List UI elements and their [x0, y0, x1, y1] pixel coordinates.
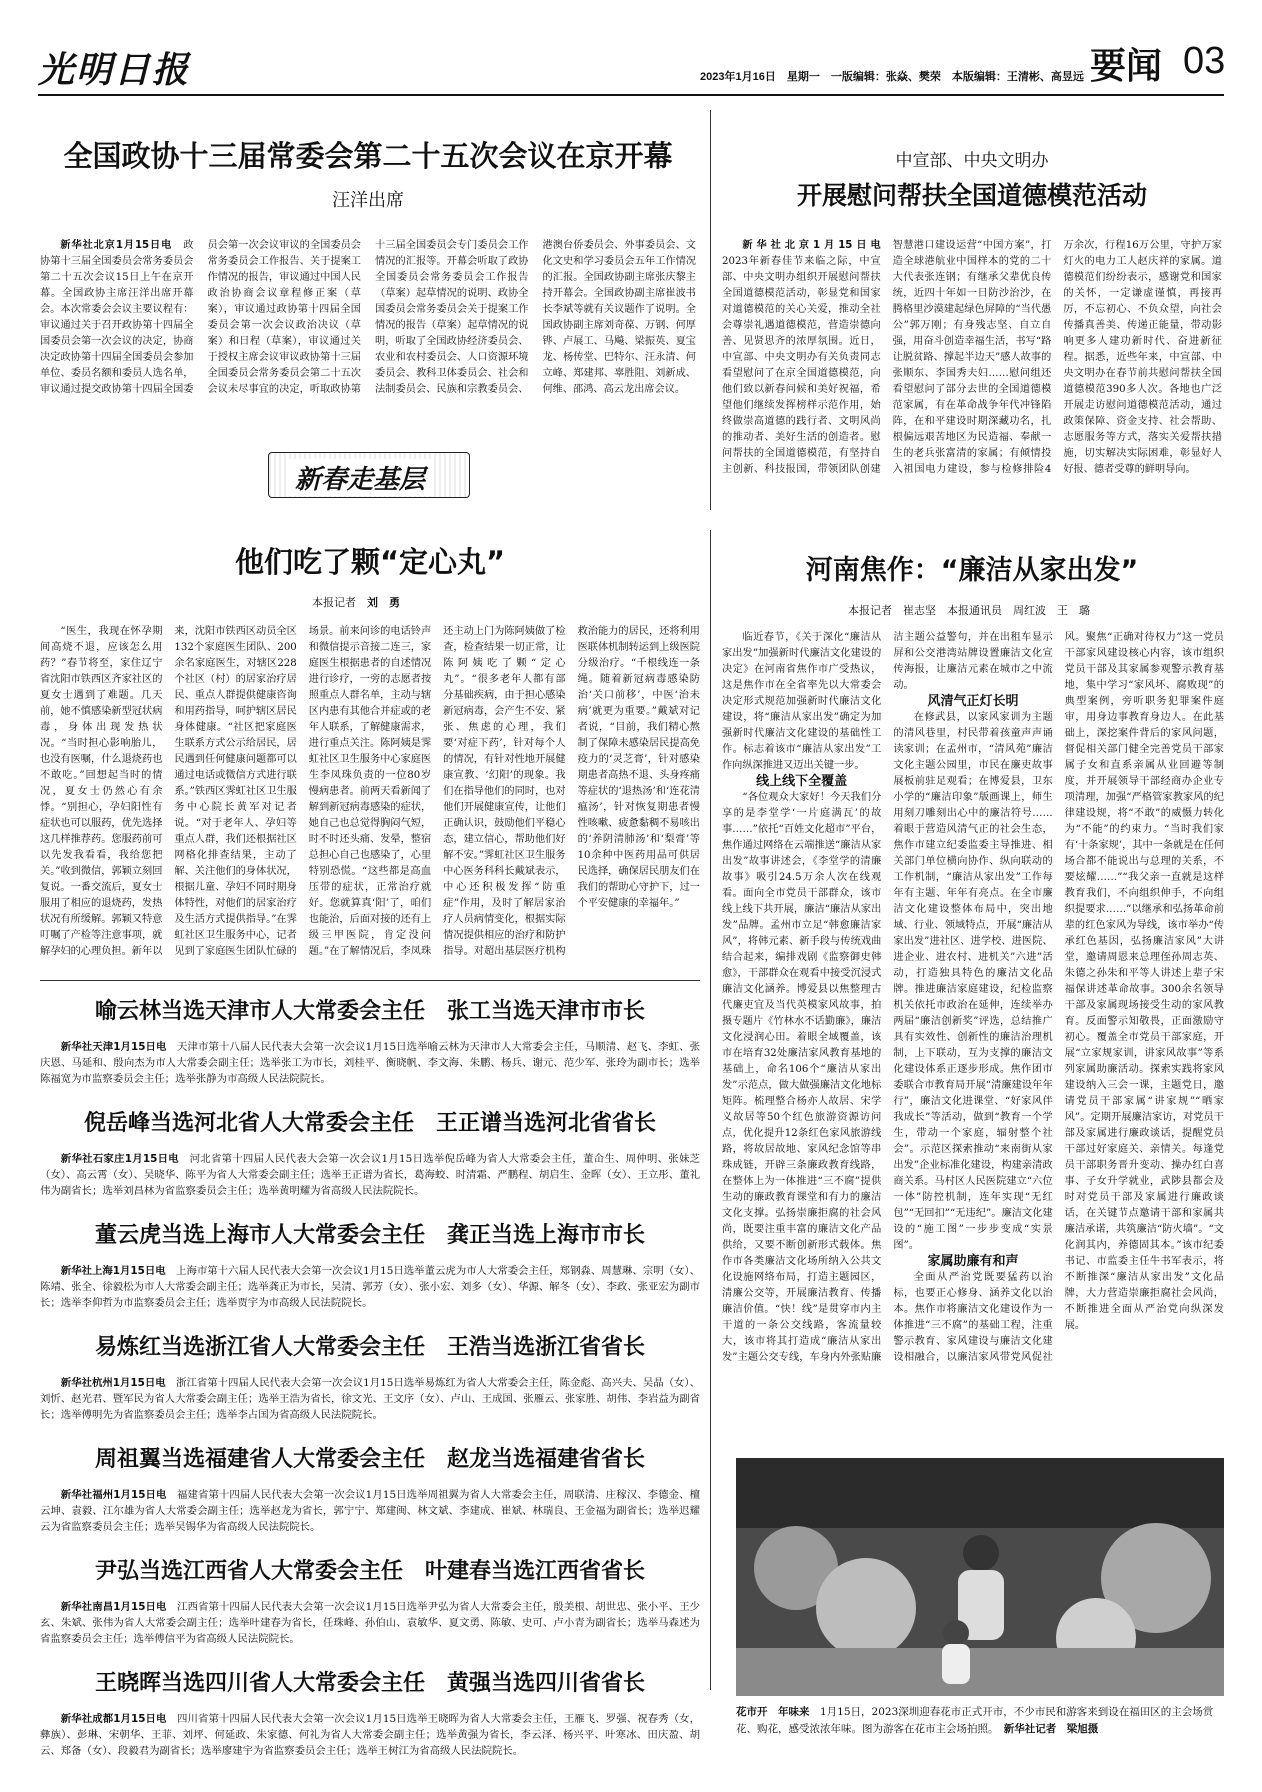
election-dateline: 新华社杭州1月15日电	[60, 1377, 166, 1389]
feature-badge	[268, 452, 470, 498]
article4-subhead-1: 线上线下全覆盖	[756, 774, 848, 789]
author-name: 刘 勇	[367, 596, 400, 609]
election-title: 喻云林当选天津市人大常委会主任 张工当选天津市市长	[94, 999, 645, 1024]
election-title: 王晓晖当选四川省人大常委会主任 黄强当选四川省省长	[94, 1671, 645, 1696]
election-body: 福建省第十四届人民代表大会第一次会议1月15日选举周祖翼为省人大常委会主任，周联清、庄稼汉、李德金、檀云坤、袁毅、江尔雄为省人大常委会副主任；选举赵龙为省长，郭宁宁、郑建闽、林文斌、李建成、崔斌、林瑞良、王金福为副省长；选举迟耀云为省监察委员会主任；选举吴锡华为省高级人民法院院长。	[40, 1489, 700, 1533]
election-body: 上海市第十六届人民代表大会第一次会议1月15日选举董云虎为市人大常委会主任，郑钢淼、周慧琳、宗明（女）、陈靖、张全、徐毅松为市人大常委会副主任；选举龚正为市长，吴清、郭芳（女）、张小宏、刘多（女）、华源、解冬（女）、李政、张亚宏为副市长；选举李仰哲为市监察委员会主任；选举贾宇为市高级人民法院院长。	[40, 1265, 700, 1309]
election-dateline: 新华社成都1月15日电	[60, 1713, 167, 1725]
article4-title: 河南焦作：“廉洁从家出发”	[805, 555, 1139, 586]
election-item	[40, 1218, 700, 1324]
election-item	[40, 994, 700, 1100]
article3-text: “医生，我现在怀孕期间高烧不退，应该怎么用药？”春节将至，家住辽宁省沈阳市铁西区齐家社区的夏女士遇到了难题。几天前，她不慎感染新型冠状病毒，身体出现发热状况。“当时担心影响胎儿，也没有医嘱，什么退烧药也不敢吃。”回想起当时的情况，夏女士仍然心有余悸。“别担心，孕妇阳性有症状也可以服药，优先选择这几样推荐药。您服药前可以先发我看看，我给您把关。”收到微信，郭颖立刻回复说。一番交流后，夏女士服用了相应的退烧药，发热状况有所缓解。郭颖又特意叮嘱了产检等注意事项，就解孕妇的心理负担。新年以来，沈阳市铁西区动员全区132个家庭医生团队、200余名家庭医生，对辖区228个社区（村）的居家治疗居民、重点人群提供健康咨询和用药指导，呵护辖区居民身体健康。“社区把家庭医生联系方式公示给居民，居民遇到任何健康问题都可以通过电话或微信方式进行联系。”铁西区霁虹社区卫生服务中心院长黄军对记者说。“对于老年人、孕妇等重点人群，我们还根据社区网格化排查结果，主动了解、关注他们的身体状况，根据儿童、孕妇不同时期身体特性，对他们的居家治疗及生活方式提供指导。”在霁虹社区卫生服务中心，记者见到了家庭医生团队忙碌的场景。前来问诊的电话铃声和微信提示音接二连三，家庭医生根据患者的自述情况进行诊疗，一旁的志愿者按照重点人群名单，主动与辖区内患有其他合并症或的老年人联系，了解健康需求，进行重点关注。陈阿姨是霁虹社区卫生服务中心家庭医生李凤珠负责的一位80岁慢病患者。前两天看新闻了解到新冠病毒感染的症状，她自己也总觉得胸闷气短，时不时还头痛、发晕，整宿总担心自己也感染了，心里特别恐慌。“这些都是高血压带的症状，正常治疗就好。您就算真‘阳’了，咱们也能治，后面对接的还有上级三甲医院，肯定没问题。”在了解情况后，李凤珠还主动上门为陈阿姨做了检查，检查结果一切正常，让陈阿姨吃了颗“定心丸”。“很多老年人都有部分基础疾病，由于担心感染新冠病毒，会产生不安、紧张、焦虑的心理，我们要‘对症下药’，针对每个人的情况，有针对性地开展健康宣教、‘幻阳’的现象。我们在指导他们的同时，也对他们开展健康宣传，让他们正确认识，鼓励他们平稳心态，建立信心，帮助他们好解不安。”霁虹社区卫生服务中心医务科科长戴斌表示，中心还积极发挥“防重症”作用，及时了解居家治疗人员病情变化，根据实际情况提供相应的治疗和防护指导。对超出基层医疗机构救治能力的居民，还将利用医联体机制转运到上级医院分级治疗。“千根线连一条绳。随着新冠病毒感染防治‘关口前移’，中医‘治未病’就更为重要。”戴斌对记者说，“目前，我们精心熬制了保障未感染居民提高免疫力的‘灵芝膏’，针对感染期患者高热不退、头身疼痛等症状的‘退热汤’和‘连花清瘟汤’，针对恢复期患者慢性咳嗽、疲惫黏稠不易咳出的‘养阴清肺汤’和‘梨膏’等10余种中医药用品可供居民选择，确保居民朋友们在我们的帮助心守护下，过一个平安健康的幸福年。”	[40, 626, 700, 957]
caption-text: 1月15日，2023深圳迎春花市正式开市，不少市民和游客来到设在福田区的主会场赏花、购花，感受浓浓年味。图为游客在花市主会场拍照。	[736, 1706, 1214, 1735]
election-body: 河北省第十四届人民代表大会第一次会议1月15日选举倪岳峰为省人大常委会主任，董仚生、周仲明、张妹芝（女）、高云霄（女）、吴晓华、陈平为省人大常委会副主任；选举王正谱为省长，葛海蛟、时清霜、严鹏程、胡启生、金晖（女）、王立彤、董礼伟为副省长；选举刘昌林为省监察委员会主任；选举黄明耀为省高级人民法院院长。	[40, 1153, 701, 1197]
election-title: 倪岳峰当选河北省人大常委会主任 王正谱当选河北省省长	[83, 1111, 656, 1136]
article3-title: 他们吃了颗“定心丸”	[234, 545, 506, 579]
news-photo-image	[736, 1458, 1224, 1696]
article4-section-2: 在修武县，以家风家训为主题的清风巷里，村民带着孩童声声诵读家训；在孟州市，“清风苑”廉洁文化主题公园里，市民在廉吏故事展板前驻足观看；在博爱县，卫东小学的“廉洁印象”版画课上，师生用刻刀雕刻出心中的廉洁符号……着眼于营造风清气正的社会生态，焦作市建立纪委监委主导推进、相关部门单位横向协作、纵向联动的工作机制，“廉洁从家出发”工作每年有主题、年年有亮点。在全市廉洁文化建设整体布局中，突出地域、行业、领域特点，开展“廉洁从家出发”进社区、进学校、进医院、进企业、进农村、进机关”六进”活动，打造独具特色的廉洁文化品牌。推进廉洁家庭建设，纪检监察机关依托市政治在延伸，连续举办两届“廉洁创新奖”评选，总结推广具有实效性、创新性的廉洁治理机制，上下联动，互为支撑的廉洁文化建设体系正逐步形成。焦作团市委联合市教育局开展“清廉建设年年行”，廉洁文化进课堂、“好家风伴我成长”等活动，做到“教育一个学生，带动一个家庭，辐射整个社会”。示范区探索推动“来南街从家出发”企业标准化建设，构建亲清政商关系。马村区人民医院建立“六位一体”防控机制，连年实现“无红包”“无回扣”“无违纪”。廉洁文化建设的“施工图”一步步变成“实景图”。	[893, 712, 1053, 1251]
masthead-rule	[38, 94, 1224, 96]
election-body: 四川省第十四届人民代表大会第一次会议1月15日选举王晓晖为省人大常委会主任，王雁飞、罗强、祝春秀（女，彝族）、彭琳、宋朝华、王菲、刘坪、何延政、朱家德、何礼为省人大常委会副主任；选举黄强为省长，李云泽、杨兴平、叶寒冰、田庆盈、胡云、郑备（女）、段毅君为副省长；选举廖建宇为省监察委员会主任；选举王树江为省高级人民法院院长。	[40, 1713, 700, 1757]
section-rule	[40, 980, 700, 981]
election-dateline: 新华社天津1月15日电	[60, 1041, 167, 1053]
election-title: 尹弘当选江西省人大常委会主任 叶建春当选江西省省长	[94, 1559, 645, 1584]
article1-text: 政协第十三届全国委员会常务委员会第二十五次会议15日上午在京开幕。全国政协主席汪洋出席开幕会。本次常委会会议主要议程有：审议通过关于召开政协第十四届全国委员会第一次会议的决定，协商决定政协第十四届全国委员会参加单位、委员名额和委员人选名单，审议通过提交政协第十四届全国委员会第一次会议审议的全国委员会常务委员会工作报告、关于提案工作情况的报告，审议通过中国人民政治协商会议章程修正案（草案），审议通过政协第十四届全国委员会第一次会议政治决议（草案）和日程（草案），审议通过关于授权主席会议审议政协第十三届全国委员会常务委员会第二十五次会议未尽事宜的决定，听取政协第十三届全国委员会专门委员会工作情况的汇报等。开幕会听取了政协全国委员会常务委员会工作报告（草案）起草情况的说明、政协全国委员会常务委员会关于提案工作情况的报告（草案）起草情况的说明，听取了全国政协经济委员会、农业和农村委员会、人口资源环境委员会、教科卫体委员会、社会和法制委员会、民族和宗教委员会、港澳台侨委员会、外事委员会、文化文史和学习委员会五年工作情况的汇报。全国政协副主席张庆黎主持开幕会。全国政协副主席崔波书长李斌等就有关议题作了说明。全国政协副主席刘奇葆、万钢、何厚铧、卢展工、马飚、梁振英、夏宝龙、杨传堂、巴特尔、汪永清、何立峰、郑建邦、辜胜阻、刘新成、何维、邵鸿、高云龙出席会议。	[40, 240, 696, 395]
election-item	[40, 1442, 700, 1548]
caption-title: 花市开 年味来	[736, 1706, 810, 1718]
byline-label: 本报记者	[312, 596, 356, 609]
article2-title: 开展慰问帮扶全国道德模范活动	[796, 181, 1147, 210]
article1-subtitle: 汪洋出席	[332, 190, 404, 211]
newspaper-logo: 光明日报	[38, 49, 191, 91]
election-item	[40, 1106, 700, 1212]
section-name: 要闻	[1090, 45, 1163, 87]
election-dateline: 新华社上海1月15日电	[60, 1265, 166, 1277]
article2-kicker: 中宣部、中央文明办	[895, 151, 1049, 171]
feature-badge-label: 新春走基层	[289, 459, 431, 496]
article4-intro: 临近春节，《关于深化“廉洁从家出发”加强新时代廉洁文化建设的决定》在河南省焦作市广受热议，这是焦作市在全省率先以大常委会决定形式规范加强新时代廉洁文化建设，将“廉洁从家出发”确定为加强新时代廉洁文化建设的基础性工作。标志着该市“廉洁从家出发”工作向纵深推进又迈出关键一步。	[722, 632, 882, 771]
election-body: 江西省第十四届人民代表大会第一次会议1月15日选举尹弘为省人大常委会主任，殷美根、胡世忠、张小平、王少玄、朱斌、张伟为省人大常委会副主任；选举叶建春为省长，任珠峰、孙伯山、袁敏华、夏文勇、陈敏、史可、卢小青为副省长；选举马森述为省监察委员会主任；选举傅信平为省高级人民法院院长。	[40, 1601, 700, 1645]
article4-section-1: “各位观众大家好！今天我们分享的是李堂学‘一片庭满瓦’的故事……”依托“百姓文化超市”平台，焦作通过网络在云端推送“廉洁从家出发”故事讲述会，《李堂学的清廉故事》吸引24.5万余人次在线观看。面向全市党员干部群众，该市线上线下共开展，廉洁“廉洁从家出发”品牌。孟州市立足“韩愈廉洁家风”，将韩元素、新手段与传统戏曲结合起来，编排戏剧《监察御史韩愈》，干部群众在观看中接受沉浸式廉洁文化涵养。博爱县以焦整理古代廉吏宜及当代英模家风故事，拍摄专题片《竹林水不话勤廉》，廉洁文化浸润心田。着眼全域覆盖，该市在培育32处廉洁家风教育基地的基础上，命名106个“廉洁从家出发”示范点，做大做强廉洁文化地标矩阵。梳理整合杨亦人故居、宋学义故居等50个红色旅游资源访问点，优化提升12条红色家风旅游线路，将故居故地、家风纪念馆等串珠成链，开辟三条廉政教育线路，在整体上为一体推进“三不腐”提供生动的廉政教育课堂和有力的廉洁文化支撑。弘扬崇廉拒腐的社会风尚，既要注重丰富的廉洁文化产品供给，又要不断创新形式载体。焦作市各类廉洁文化场所纳入公共文化设施网络布局，打造主题园区，清廉公交等，开展廉洁教育、传播廉洁价值。“快！线”是贯穿市内主干道的一条公交线路，客流量较大，该市将其打造成“廉洁从家出发”主题公交专线，车身内外张贴廉洁主题公益警句，并在出租车显示屏和公交港湾站牌设置廉洁文化宣传海报，让廉洁元素在城市之中流动。	[722, 632, 1053, 1363]
article3-byline	[312, 594, 400, 610]
column-divider	[710, 530, 711, 1690]
election-dateline: 新华社南昌1月15日电	[60, 1601, 167, 1613]
article1-title: 全国政协十三届常委会第二十五次会议在京开幕	[63, 139, 673, 173]
news-photo	[736, 1458, 1224, 1696]
election-body: 浙江省第十四届人民代表大会第一次会议1月15日选举易炼红为省人大常委会主任，陈金彪、高兴夫、吴晶（女）、刘忻、赵光君、暨军民为省人大常委会副主任；选举王浩为省长，徐文光、王文序（女）、卢山、王成国、张雁云、张家胜、胡伟、李岩益为副省长；选举傅明先为省监察委员会主任；选举李占国为省高级人民法院院长。	[40, 1377, 700, 1421]
election-dateline: 新华社石家庄1月15日电	[60, 1153, 179, 1165]
election-body: 天津市第十八届人民代表大会第一次会议1月15日选举喻云林为天津市人大常委会主任，马顺清、赵飞、李虹、张庆恩、马延和、殷向杰为市人大常委会副主任；选举张工为市长，刘桂平、衡晓帆、李文海、朱鹏、杨兵、谢元、范少军、张玲为副市长；选举陈福宽为市监察委员会主任；选举张静为市高级人民法院院长。	[40, 1041, 700, 1085]
photo-credit: 新华社记者 梁旭摄	[1003, 1723, 1099, 1735]
election-title: 周祖翼当选福建省人大常委会主任 赵龙当选福建省省长	[94, 1447, 645, 1472]
issue-date-line: 2023年1月16日 星期一 一版编辑：张焱、樊荣 本版编辑：王清彬、高昱远	[700, 71, 1084, 83]
article2-body	[722, 238, 1222, 502]
photo-caption	[736, 1704, 1224, 1738]
article2-text: 2023年新春佳节来临之际，中宣部、中央文明办组织开展慰问帮扶全国道德模范活动，彰显党和国家对道德模范的关心关爱，推动全社会尊崇礼遇道德模范，营造崇德向善、见贤思齐的浓厚氛围。近日，中宣部、中央文明办有关负责同志看望慰问了在京全国道德模范，向他们致以新春问候和美好祝福，希望他们继续发挥榜样示范作用，始终做崇高道德的践行者、文明风尚的推动者、美好生活的创造者。慰问帮扶的全国道德模范，有坚持自主创新、科技报国，带领团队创建智慧港口建设运营“中国方案”，打造全球港航业中国样本的党的二十大代表张连钢；有继承父辈优良传统，近四十年如一日防沙治沙，在腾格里沙漠建起绿色屏障的“当代愚公”郭万刚；有身残志坚、自立自强，用奋斗创造幸福生活，书写“路让脱贫路、撑起半边天”感人故事的张顺东、李国秀夫妇……慰问组还看望慰问了部分去世的全国道德模范家属，有在革命战争年代冲锋陷阵，在和平建设时期深藏功名，扎根偏远艰苦地区为民造福、奉献一生的老兵张富清的家属；有倾情投入祖国电力建设，参与检修排险4万余次，行程16万公里，守护万家灯火的电力工人赵庆祥的家属。道德模范们纷纷表示，感谢党和国家的关怀，一定谦虚谨慎，再接再厉，不忘初心、不负众望，向社会传播真善美、传递正能量，带动影响更多人建功新时代、奋进新征程。据悉，近些年来，中宣部、中央文明办在春节前共慰问帮扶全国道德模范390多人次。各地也广泛开展走访慰问道德模范活动，通过政策保障、资金支持、社会帮助、志愿服务等方式，落实关爱帮扶措施，切实解决实际困难，彰显好人好报、德者受尊的鲜明导向。	[722, 240, 1222, 475]
article1-dateline: 新华社北京1月15日电	[60, 240, 173, 251]
article1-body	[40, 238, 696, 434]
article4-body	[722, 630, 1224, 1450]
article3-body	[40, 624, 700, 964]
election-title: 董云虎当选上海市人大常委会主任 龚正当选上海市市长	[94, 1223, 645, 1248]
article4-subhead-2: 风清气正灯长明	[927, 694, 1019, 709]
column-divider	[710, 110, 711, 510]
article4-byline: 本报记者 崔志坚 本报通讯员 周红波 王 璐	[848, 604, 1090, 617]
election-item	[40, 1330, 700, 1436]
page-number: 03	[1183, 40, 1226, 82]
article2-dateline: 新华社北京1月15日电	[742, 240, 881, 251]
election-title: 易炼红当选浙江省人大常委会主任 王浩当选浙江省省长	[94, 1335, 645, 1360]
article4-section-3: 全面从严治党既要猛药以治标，也要正心修身、涵养文化以治本。焦作市将廉洁文化建设作为一体推进“三不腐”的基础工程，注重警示教育、家风建设与廉洁文化建设相融合，以廉洁家风带党风促社风。聚焦“正确对待权力”这一党员干部家风建设核心内容，该市组织党员干部及其家属参观警示教育基地，集中学习“家风坏、腐败现”的典型案例，旁听职务犯罪案件庭审，用身边事教育身边人。在此基础上，深挖案件背后的家风问题，督促相关部门健全完善党员干部家属子女和直系亲属从业回避等制度，并开展领导干部经商办企业专项清理，加强“严格管家教家风的纪律建设规，将“不敢”的威慑力转化为“不能”的约束力。“当时我们家有‘十条家规’，其中一条就是在任何场合都不能说出与总理的关系，不要炫耀……”“我父亲一直就是这样教育我们，不向组织伸手，不向组织提要求……”以继承和弘扬革命前辈的红色家风为导线，该市举办“传承红色基因，弘扬廉洁家风”大讲堂，邀请周恩来总理侄孙周志英、朱德之孙朱和平等人讲述上辈子宋福保讲述革命故事。300余名领导干部及家属现场接受生动的家风教育。反面警示知敬畏，正面激励守初心。覆盖全市党员干部家庭，开展“立家规家训，讲家风故事”等系列家属助廉活动。探索实践将家风建设纳入三会一课，主题党日，邀请党员干部家属“讲家规”“晒家风”。定期开展廉洁家访，对党员干部及家属进行廉政谈话，提醒党员干部过好家庭关、亲情关。每逢党员干部职务晋升变动、操办红白喜事、子女升学就业，武陟县都会及时对党员干部及家属进行廉政谈话，在关键节点邀请干部和家属共廉洁承诺，共筑廉洁“防火墙”。“文化润其内，养德固其本。”该市纪委书记、市监委主任牛书军表示，将不断推深“廉洁从家出发”文化品牌，大力营造崇廉拒腐社会风尚，不断推进全面从严治党向纵深发展。	[893, 632, 1224, 1363]
election-item	[40, 1554, 700, 1660]
election-item	[40, 1666, 700, 1772]
election-dateline: 新华社福州1月15日电	[60, 1489, 167, 1501]
article4-subhead-3: 家属助廉有和声	[927, 1254, 1019, 1269]
